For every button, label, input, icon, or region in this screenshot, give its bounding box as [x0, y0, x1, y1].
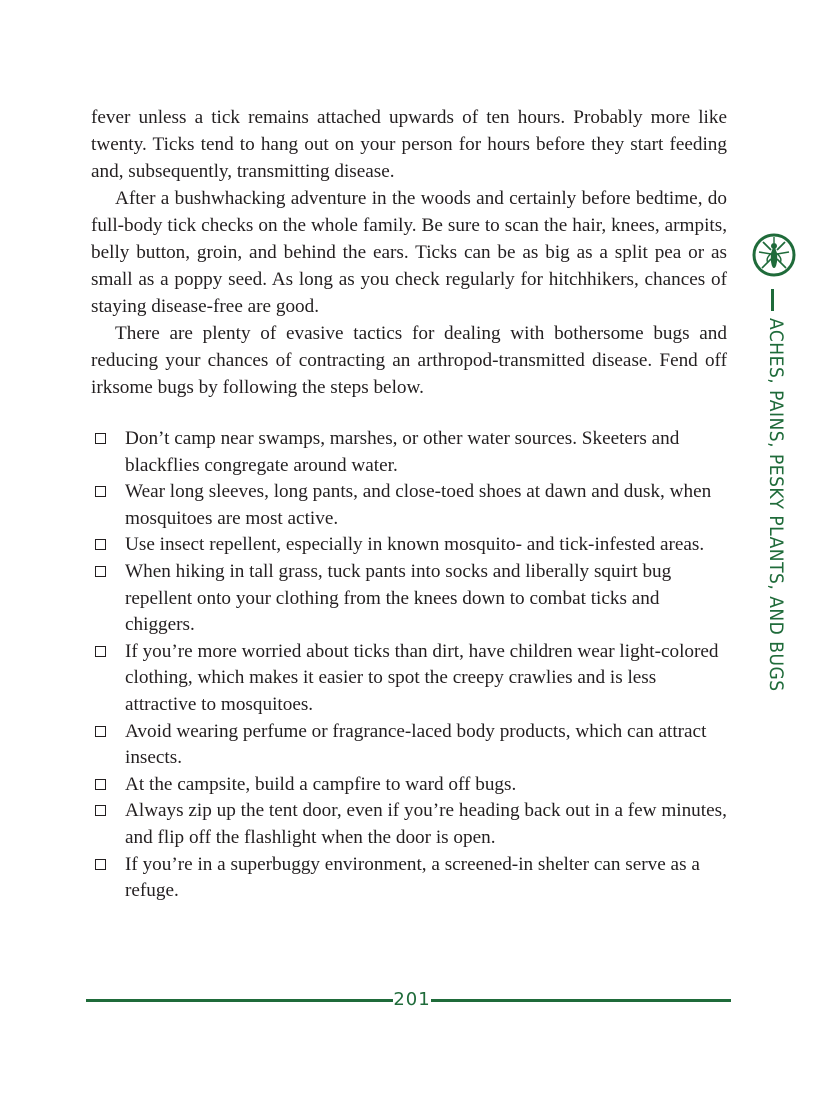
checklist-item-text: When hiking in tall grass, tuck pants into socks and liberally squirt bug repellent onto your clothing from the knees down to combat ticks and chiggers. [125, 560, 672, 636]
side-tab-divider [771, 289, 774, 311]
checklist-item-text: Don’t camp near swamps, marshes, or other water sources. Skeeters and blackflies congregate around water. [125, 428, 680, 476]
checkbox-icon [95, 566, 106, 577]
checklist-item [91, 719, 727, 772]
checklist-item [91, 532, 727, 559]
footer-rule-right [431, 999, 731, 1002]
checkbox-icon [95, 433, 106, 444]
checkbox-icon [95, 805, 106, 816]
checklist-item [91, 852, 727, 905]
checklist-item [91, 639, 727, 719]
checklist-item-text: If you’re in a superbuggy environment, a screened-in shelter can serve as a refuge. [125, 853, 700, 902]
paragraph-3: There are plenty of evasive tactics for dealing with bothersome bugs and reducing your chances of contracting an arthropod-transmitted disease. Fend off irksome bugs by following the steps below. [91, 323, 727, 398]
checklist-item [91, 772, 727, 799]
checklist-item [91, 479, 727, 532]
body-text [91, 104, 727, 401]
checkbox-icon [95, 859, 106, 870]
checklist-item-text: Use insect repellent, especially in known mosquito- and tick-infested areas. [125, 534, 705, 556]
checklist-item-text: Avoid wearing perfume or fragrance-laced body products, which can attract insects. [125, 720, 707, 769]
mosquito-emblem-icon [751, 232, 797, 278]
footer-rule-left [86, 999, 393, 1002]
paragraph-2: After a bushwhacking adventure in the woods and certainly before bedtime, do full-body tick checks on the whole family. Be sure to scan the hair, knees, armpits, belly button, groin, and behind the ears. Ticks can be as big as a split pea or as small as a poppy seed. As long as you check regularly for hitchhikers, chances of staying disease-free are good. [91, 188, 727, 317]
checkbox-icon [95, 486, 106, 497]
checklist-item-text: If you’re more worried about ticks than dirt, have children wear light-colored clothing, which makes it easier to spot the creepy crawlies and is less attractive to mosquitoes. [125, 640, 719, 715]
checklist-item [91, 798, 727, 851]
checklist-item-text: At the campsite, build a campfire to ward off bugs. [125, 773, 517, 795]
page-number: 201 [393, 989, 431, 1010]
checklist-item [91, 559, 727, 639]
checkbox-icon [95, 779, 106, 790]
checklist-item [91, 426, 727, 479]
paragraph-1: fever unless a tick remains attached upwards of ten hours. Probably more like twenty. Ticks tend to hang out on your person for hours before they start feeding and, subsequently, transmitting disease. [91, 107, 727, 182]
bug-tactics-checklist [91, 426, 727, 905]
checkbox-icon [95, 726, 106, 737]
checklist-item-text: Wear long sleeves, long pants, and close-toed shoes at dawn and dusk, when mosquitoes are most active. [125, 481, 712, 529]
checkbox-icon [95, 539, 106, 550]
checklist-item-text: Always zip up the tent door, even if you’re heading back out in a few minutes, and flip off the flashlight when the door is open. [125, 800, 727, 848]
chapter-side-title: ACHES, PAINS, PESKY PLANTS, AND BUGS [765, 318, 787, 692]
checkbox-icon [95, 646, 106, 657]
